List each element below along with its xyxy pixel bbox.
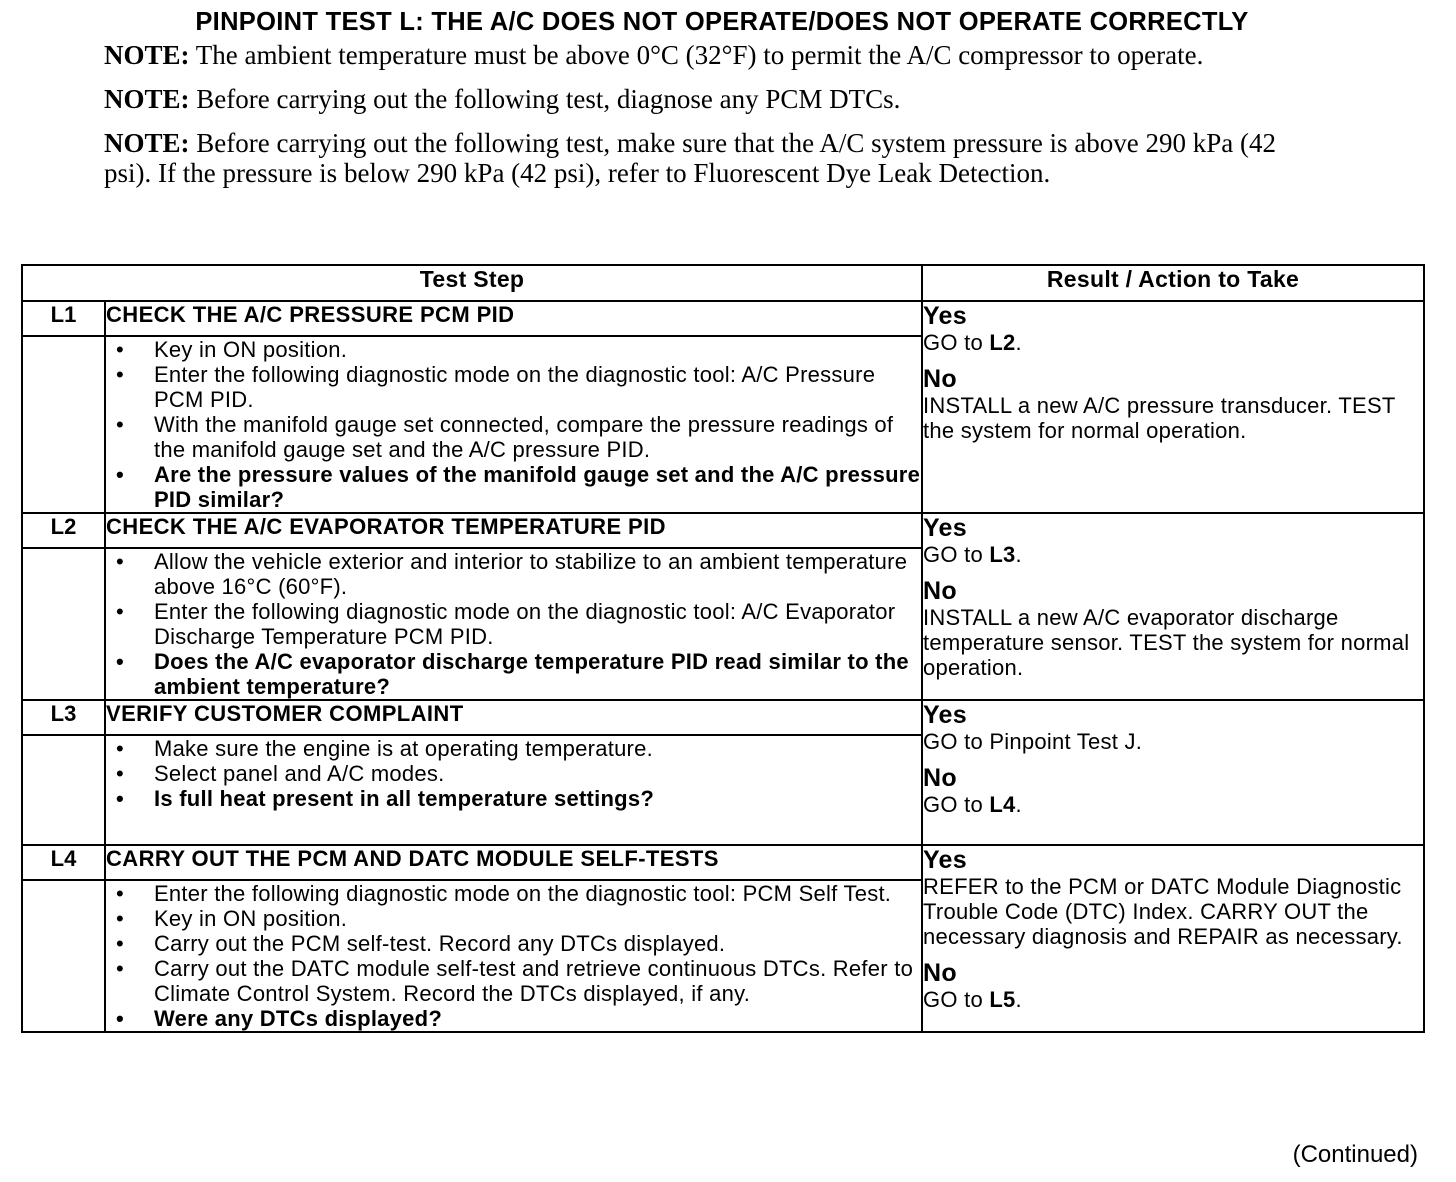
list-item: • Select panel and A/C modes.	[116, 761, 445, 786]
no-action: GO to L4.	[923, 792, 1022, 817]
no-label: No	[923, 365, 957, 393]
step-question: • Does the A/C evaporator discharge temperature PID read similar to the ambient temperature?	[116, 649, 909, 699]
no-action: GO to L5.	[923, 987, 1022, 1012]
yes-label: Yes	[923, 302, 967, 330]
note-text: Before carrying out the following test, diagnose any PCM DTCs.	[196, 84, 901, 114]
yes-label: Yes	[923, 701, 967, 729]
notes-section	[104, 40, 1304, 202]
step-spacer	[22, 880, 105, 1032]
yes-action: GO to L2.	[923, 330, 1022, 355]
page-title: PINPOINT TEST L: THE A/C DOES NOT OPERATE/DOES NOT OPERATE CORRECTLY	[195, 8, 1249, 36]
list-item: • Enter the following diagnostic mode on the diagnostic tool: A/C Pressure PCM PID.	[116, 362, 876, 412]
list-item: • Key in ON position.	[116, 337, 348, 362]
step-body-l1	[105, 336, 922, 513]
yes-label: Yes	[923, 846, 967, 874]
note-text: The ambient temperature must be above 0°C (32°F) to permit the A/C compressor to operate.	[195, 40, 1204, 70]
result-l2	[922, 513, 1424, 700]
list-item: • With the manifold gauge set connected, compare the pressure readings of the manifold gauge set and the A/C pressure PID.	[116, 412, 894, 462]
list-item: • Make sure the engine is at operating temperature.	[116, 736, 653, 761]
step-l2-title-row	[22, 513, 1424, 548]
note-text: Before carrying out the following test, make sure that the A/C system pressure is above 290 kPa (42 psi). If the pressure is below 290 kPa (42 psi), refer to Fluorescent Dye Leak Detection.	[104, 128, 1277, 188]
step-spacer	[22, 548, 105, 700]
table-header-row	[22, 265, 1424, 301]
step-l3-title-row	[22, 700, 1424, 735]
step-title-l1: CHECK THE A/C PRESSURE PCM PID	[105, 301, 922, 336]
note-label: NOTE:	[104, 84, 190, 114]
note-label: NOTE:	[104, 40, 190, 70]
step-title-l3: VERIFY CUSTOMER COMPLAINT	[105, 700, 922, 735]
header-test-step: Test Step	[22, 265, 922, 301]
step-question: • Is full heat present in all temperature settings?	[116, 786, 655, 811]
result-l3	[922, 700, 1424, 845]
bullet-list	[106, 549, 921, 699]
step-number-l3: L3	[22, 700, 105, 735]
note-diagnose-pcm-dtcs	[104, 84, 1304, 114]
step-body-l4	[105, 880, 922, 1032]
step-title-l4: CARRY OUT THE PCM AND DATC MODULE SELF-TESTS	[105, 845, 922, 880]
yes-action: REFER to the PCM or DATC Module Diagnostic Trouble Code (DTC) Index. CARRY OUT the necessary diagnosis and REPAIR as necessary.	[923, 874, 1403, 949]
list-item: • Carry out the DATC module self-test and retrieve continuous DTCs. Refer to Climate Control System. Record the DTCs displayed, if any.	[116, 956, 914, 1006]
list-item: • Carry out the PCM self-test. Record any DTCs displayed.	[116, 931, 726, 956]
step-number-l1: L1	[22, 301, 105, 336]
note-label: NOTE:	[104, 128, 190, 158]
no-label: No	[923, 959, 957, 987]
bullet-list	[106, 337, 921, 512]
bullet-list	[106, 736, 921, 811]
step-l1-title-row	[22, 301, 1424, 336]
step-number-l4: L4	[22, 845, 105, 880]
yes-action: GO to Pinpoint Test J.	[923, 729, 1143, 754]
list-item: • Enter the following diagnostic mode on the diagnostic tool: PCM Self Test.	[116, 881, 892, 906]
note-system-pressure	[104, 128, 1304, 188]
continued-label: (Continued)	[1292, 1141, 1418, 1168]
yes-action: GO to L3.	[923, 542, 1022, 567]
list-item: • Allow the vehicle exterior and interior to stabilize to an ambient temperature above 16°C (60°F).	[116, 549, 908, 599]
no-label: No	[923, 577, 957, 605]
header-result-action: Result / Action to Take	[922, 265, 1424, 301]
result-l1	[922, 301, 1424, 513]
step-body-l3	[105, 735, 922, 845]
step-number-l2: L2	[22, 513, 105, 548]
step-title-l2: CHECK THE A/C EVAPORATOR TEMPERATURE PID	[105, 513, 922, 548]
list-item: • Key in ON position.	[116, 906, 348, 931]
step-l4-title-row	[22, 845, 1424, 880]
no-label: No	[923, 764, 957, 792]
step-question: • Are the pressure values of the manifold gauge set and the A/C pressure PID similar?	[116, 462, 921, 512]
result-l4	[922, 845, 1424, 1032]
no-action: INSTALL a new A/C evaporator discharge temperature sensor. TEST the system for normal operation.	[923, 605, 1410, 680]
list-item: • Enter the following diagnostic mode on the diagnostic tool: A/C Evaporator Discharge Temperature PCM PID.	[116, 599, 896, 649]
step-spacer	[22, 735, 105, 845]
step-question: • Were any DTCs displayed?	[116, 1006, 443, 1031]
yes-label: Yes	[923, 514, 967, 542]
step-spacer	[22, 336, 105, 513]
note-ambient-temperature	[104, 40, 1304, 70]
pinpoint-test-table	[21, 264, 1425, 1033]
no-action: INSTALL a new A/C pressure transducer. TEST the system for normal operation.	[923, 393, 1396, 443]
bullet-list	[106, 881, 921, 1031]
step-body-l2	[105, 548, 922, 700]
